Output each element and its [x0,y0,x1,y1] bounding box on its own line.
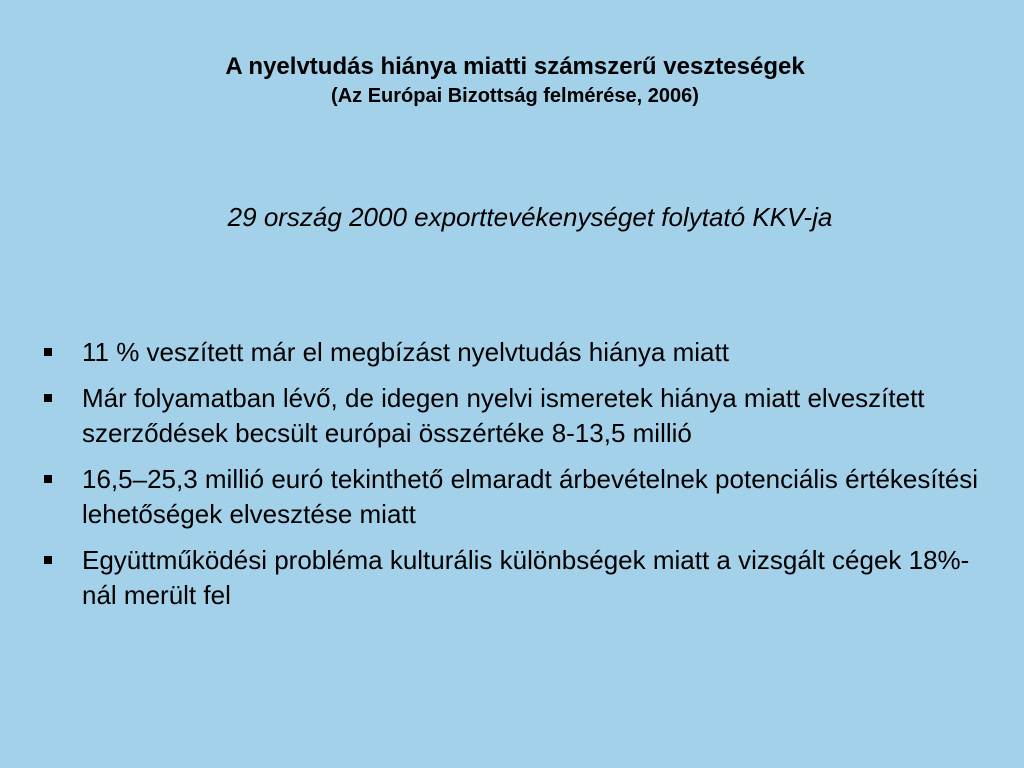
slide-title: A nyelvtudás hiánya miatti számszerű veszteségek [225,53,805,80]
bullet-text: 16,5–25,3 millió euró tekinthető elmaradt árbevételnek potenciális értékesítési lehetőségek elvesztése miatt [82,464,979,529]
slide-subtitle: (Az Európai Bizottság felmérése, 2006) [331,85,699,107]
intro-text: 29 ország 2000 exporttevékenységet folytató KKV-ja [227,202,833,232]
bullet-item [44,543,989,613]
bullet-list [44,335,989,624]
square-bullet-icon [44,475,52,483]
title-block [0,52,1024,110]
bullet-text: 11 % veszített már el megbízást nyelvtudás hiánya miatt [82,337,729,367]
square-bullet-icon [44,394,52,402]
bullet-item [44,462,989,532]
bullet-text: Már folyamatban lévő, de idegen nyelvi ismeretek hiánya miatt elveszített szerződések becsült európai összértéke 8-13,5 millió [82,383,925,448]
bullet-item [44,335,989,370]
bullet-item [44,381,989,451]
bullet-text: Együttműködési probléma kulturális különbségek miatt a vizsgált cégek 18%-nál merült fel [82,545,970,610]
square-bullet-icon [44,556,52,564]
square-bullet-icon [44,348,52,356]
